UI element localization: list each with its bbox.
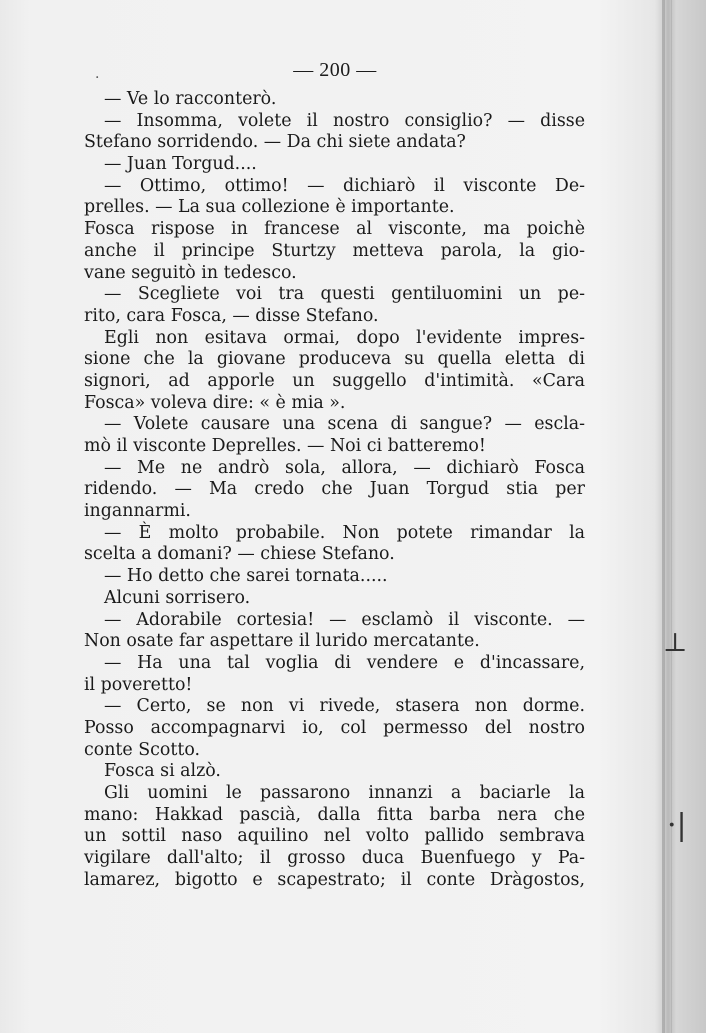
text-line: conte Scotto. bbox=[84, 739, 201, 760]
text-line: — Insomma, volete il nostro consiglio? — disse bbox=[104, 110, 585, 131]
text-line: un sottil naso aquilino nel volto pallido sembrava bbox=[84, 826, 585, 847]
text-line: — Adorabile cortesia! — esclamò il visconte. — bbox=[104, 609, 585, 630]
text-line: Fosca» voleva dire: « è mia ». bbox=[84, 392, 346, 413]
text-line: — Ve lo racconterò. bbox=[104, 89, 277, 109]
page-number: — 200 — bbox=[293, 59, 377, 81]
ink-speck: · bbox=[95, 70, 100, 86]
text-line: Fosca rispose in francese al visconte, ma poichè bbox=[84, 219, 585, 240]
text-line: Egli non esitava ormai, dopo l'evidente impres- bbox=[104, 327, 585, 348]
text-line: — Certo, se non vi rivede, stasera non dorme. bbox=[104, 696, 585, 717]
text-line: — Scegliete voi tra questi gentiluomini un pe- bbox=[104, 284, 585, 305]
text-line: sione che la giovane produceva su quella eletta di bbox=[84, 349, 585, 370]
text-line: — Ottimo, ottimo! — dichiarò il visconte De- bbox=[104, 175, 585, 196]
text-line: mò il visconte Deprelles. — Noi ci batteremo! bbox=[84, 436, 486, 456]
text-line: Stefano sorridendo. — Da chi siete andata? bbox=[84, 132, 466, 153]
text-line: — Ho detto che sarei tornata..... bbox=[104, 566, 388, 587]
text-line: Non osate far aspettare il lurido mercatante. bbox=[84, 631, 480, 652]
text-line: lamarez, bigotto e scapestrato; il conte Dràgostos, bbox=[84, 869, 585, 890]
text-line: anche il principe Sturtzy metteva parola, la gio- bbox=[84, 240, 585, 261]
text-line: — È molto probabile. Non potete rimandar la bbox=[104, 522, 585, 543]
body-text bbox=[84, 89, 585, 891]
spine-edge bbox=[671, 0, 672, 1033]
margin-pencil-mark: ·| bbox=[667, 808, 687, 843]
text-line: vane seguitò in tedesco. bbox=[84, 262, 297, 283]
text-line: mano: Hakkad pascià, dalla fitta barba nera che bbox=[84, 804, 585, 825]
text-line: ridendo. — Ma credo che Juan Torgud stia per bbox=[84, 479, 585, 500]
text-line: Alcuni sorrisero. bbox=[104, 587, 251, 608]
text-line: — Me ne andrò sola, allora, — dichiarò Fosca bbox=[104, 457, 585, 478]
text-line: signori, ad apporle un suggello d'intimità. «Cara bbox=[84, 370, 585, 391]
text-line: Fosca si alzò. bbox=[104, 761, 221, 782]
text-line: — Volete causare una scena di sangue? — escla- bbox=[104, 414, 585, 435]
text-line: — Ha una tal voglia di vendere e d'incassare, bbox=[104, 652, 585, 673]
text-line: Gli uomini le passarono innanzi a baciarle la bbox=[104, 783, 585, 803]
text-line: — Juan Torgud.... bbox=[104, 154, 257, 175]
margin-pencil-mark: ⊥ bbox=[663, 628, 688, 658]
text-line: ingannarmi. bbox=[84, 501, 191, 522]
spine-shadow bbox=[662, 0, 665, 1033]
text-line: vigilare dall'alto; il grosso duca Buenfuego y Pa- bbox=[84, 848, 585, 869]
text-line: scelta a domani? — chiese Stefano. bbox=[84, 544, 395, 565]
text-line: rito, cara Fosca, — disse Stefano. bbox=[84, 305, 379, 326]
text-line: il poveretto! bbox=[84, 674, 193, 695]
text-line: Posso accompagnarvi io, col permesso del nostro bbox=[84, 717, 585, 738]
text-line: prelles. — La sua collezione è importante. bbox=[84, 197, 455, 218]
